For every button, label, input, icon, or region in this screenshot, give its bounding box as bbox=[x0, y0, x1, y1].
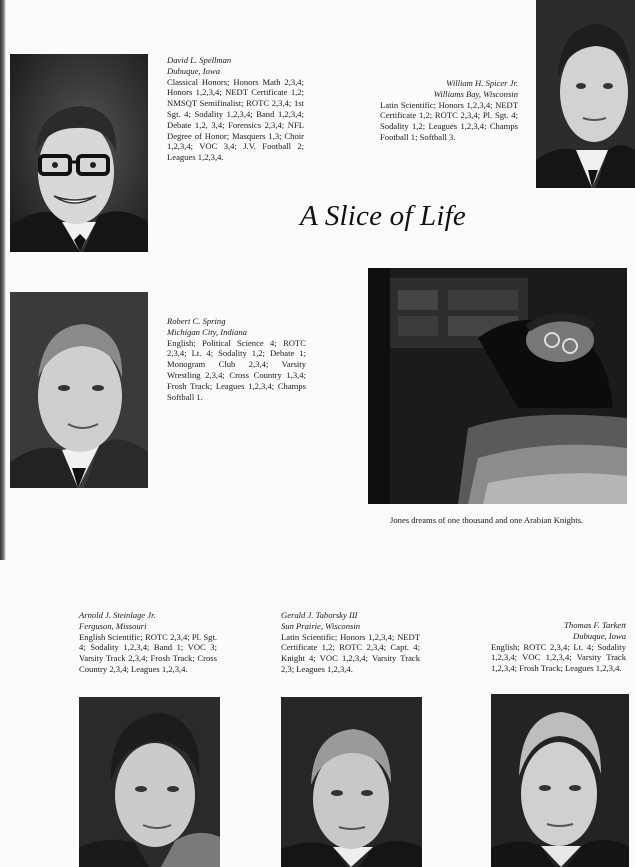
senior-activities: Classical Honors; Honors Math 2,3,4; Honors 1,2,3,4; NEDT Certificate 1,2; NMSQT Semifinalist; ROTC 2,3,4; 1st Sgt. 4; Sodality 1,2,3,4; Band 1,2,3,4; Debate 1,2, 3,4; Forensics 2,3,4; NFL Degree of Honor; Masquers 1,3; Choir 1,2,3,4; VOC 3,4; J.V. Football 2; Leagues 1,2,3,4. bbox=[167, 76, 304, 163]
senior-activities: Latin Scientific; Honors 1,2,3,4; NEDT Certificate 1,2; ROTC 2,3,4; Pl. Sgt. 4; Sodality 1,2; Leagues 1,2,3,4; Champs Football 1; Softball 3. bbox=[380, 99, 518, 142]
portrait-taborsky bbox=[281, 697, 422, 867]
senior-hometown: Ferguson, Missouri bbox=[79, 620, 147, 631]
portrait-steinlage bbox=[79, 697, 220, 867]
senior-hometown: Sun Prairie, Wisconsin bbox=[281, 620, 361, 631]
bio-spring bbox=[167, 316, 306, 402]
portrait-tarkett bbox=[491, 694, 629, 867]
senior-name: Arnold J. Steinlage Jr. bbox=[79, 610, 156, 620]
senior-hometown: Dubuque, Iowa bbox=[167, 65, 220, 76]
senior-name: Thomas F. Tarkett bbox=[564, 620, 626, 630]
bio-tarkett bbox=[491, 620, 626, 674]
senior-name: William H. Spicer Jr. bbox=[446, 78, 518, 88]
binding-shadow bbox=[0, 0, 6, 560]
senior-name: Gerald J. Taborsky III bbox=[281, 610, 358, 620]
bio-taborsky bbox=[281, 610, 420, 675]
bio-spellman bbox=[167, 55, 304, 163]
senior-activities: English; ROTC 2,3,4; Lt. 4; Sodality 1,2,3,4; VOC 1,2,3,4; Varsity Track 1,2,3,4; Frosh Track; Leagues 1,2,3,4. bbox=[491, 641, 626, 674]
page-title: A Slice of Life bbox=[300, 200, 466, 232]
senior-hometown: Michigan City, Indiana bbox=[167, 326, 247, 337]
portrait-spellman bbox=[10, 54, 148, 252]
photo-caption: Jones dreams of one thousand and one Arabian Knights. bbox=[390, 515, 584, 525]
senior-hometown: Dubuque, Iowa bbox=[573, 630, 626, 641]
senior-activities: Latin Scientific; Honors 1,2,3,4; NEDT Certificate 1,2; ROTC 2,3,4; Capt. 4; Knight 4; VOC 1,2,3,4; Varsity Track 2,3; Leagues 1,2,3,4. bbox=[281, 631, 420, 674]
senior-name: David L. Spellman bbox=[167, 55, 232, 65]
senior-activities: English Scientific; ROTC 2,3,4; Pl. Sgt. 4; Sodality 1,2,3,4; Band 1; VOC 3; Varsity Track 2,3,4; Frosh Track; Cross Country 2,3,4; Leagues 1,2,3,4. bbox=[79, 631, 217, 674]
bio-spicer bbox=[380, 78, 518, 143]
portrait-spring bbox=[10, 292, 148, 488]
senior-activities: English; Political Science 4; ROTC 2,3,4; Lt. 4; Sodality 1,2; Debate 1; Monogram Club 2,3,4; Varsity Wrestling 2,3,4; Cross Country 1,3,4; Frosh Track; Leagues 1,2,3,4; Champs Softball 1. bbox=[167, 337, 306, 402]
candid-photo-sleeping bbox=[368, 268, 627, 504]
bio-steinlage bbox=[79, 610, 217, 675]
senior-hometown: Williams Bay, Wisconsin bbox=[433, 88, 518, 99]
senior-name: Robert C. Spring bbox=[167, 316, 226, 326]
portrait-spicer bbox=[536, 0, 635, 188]
